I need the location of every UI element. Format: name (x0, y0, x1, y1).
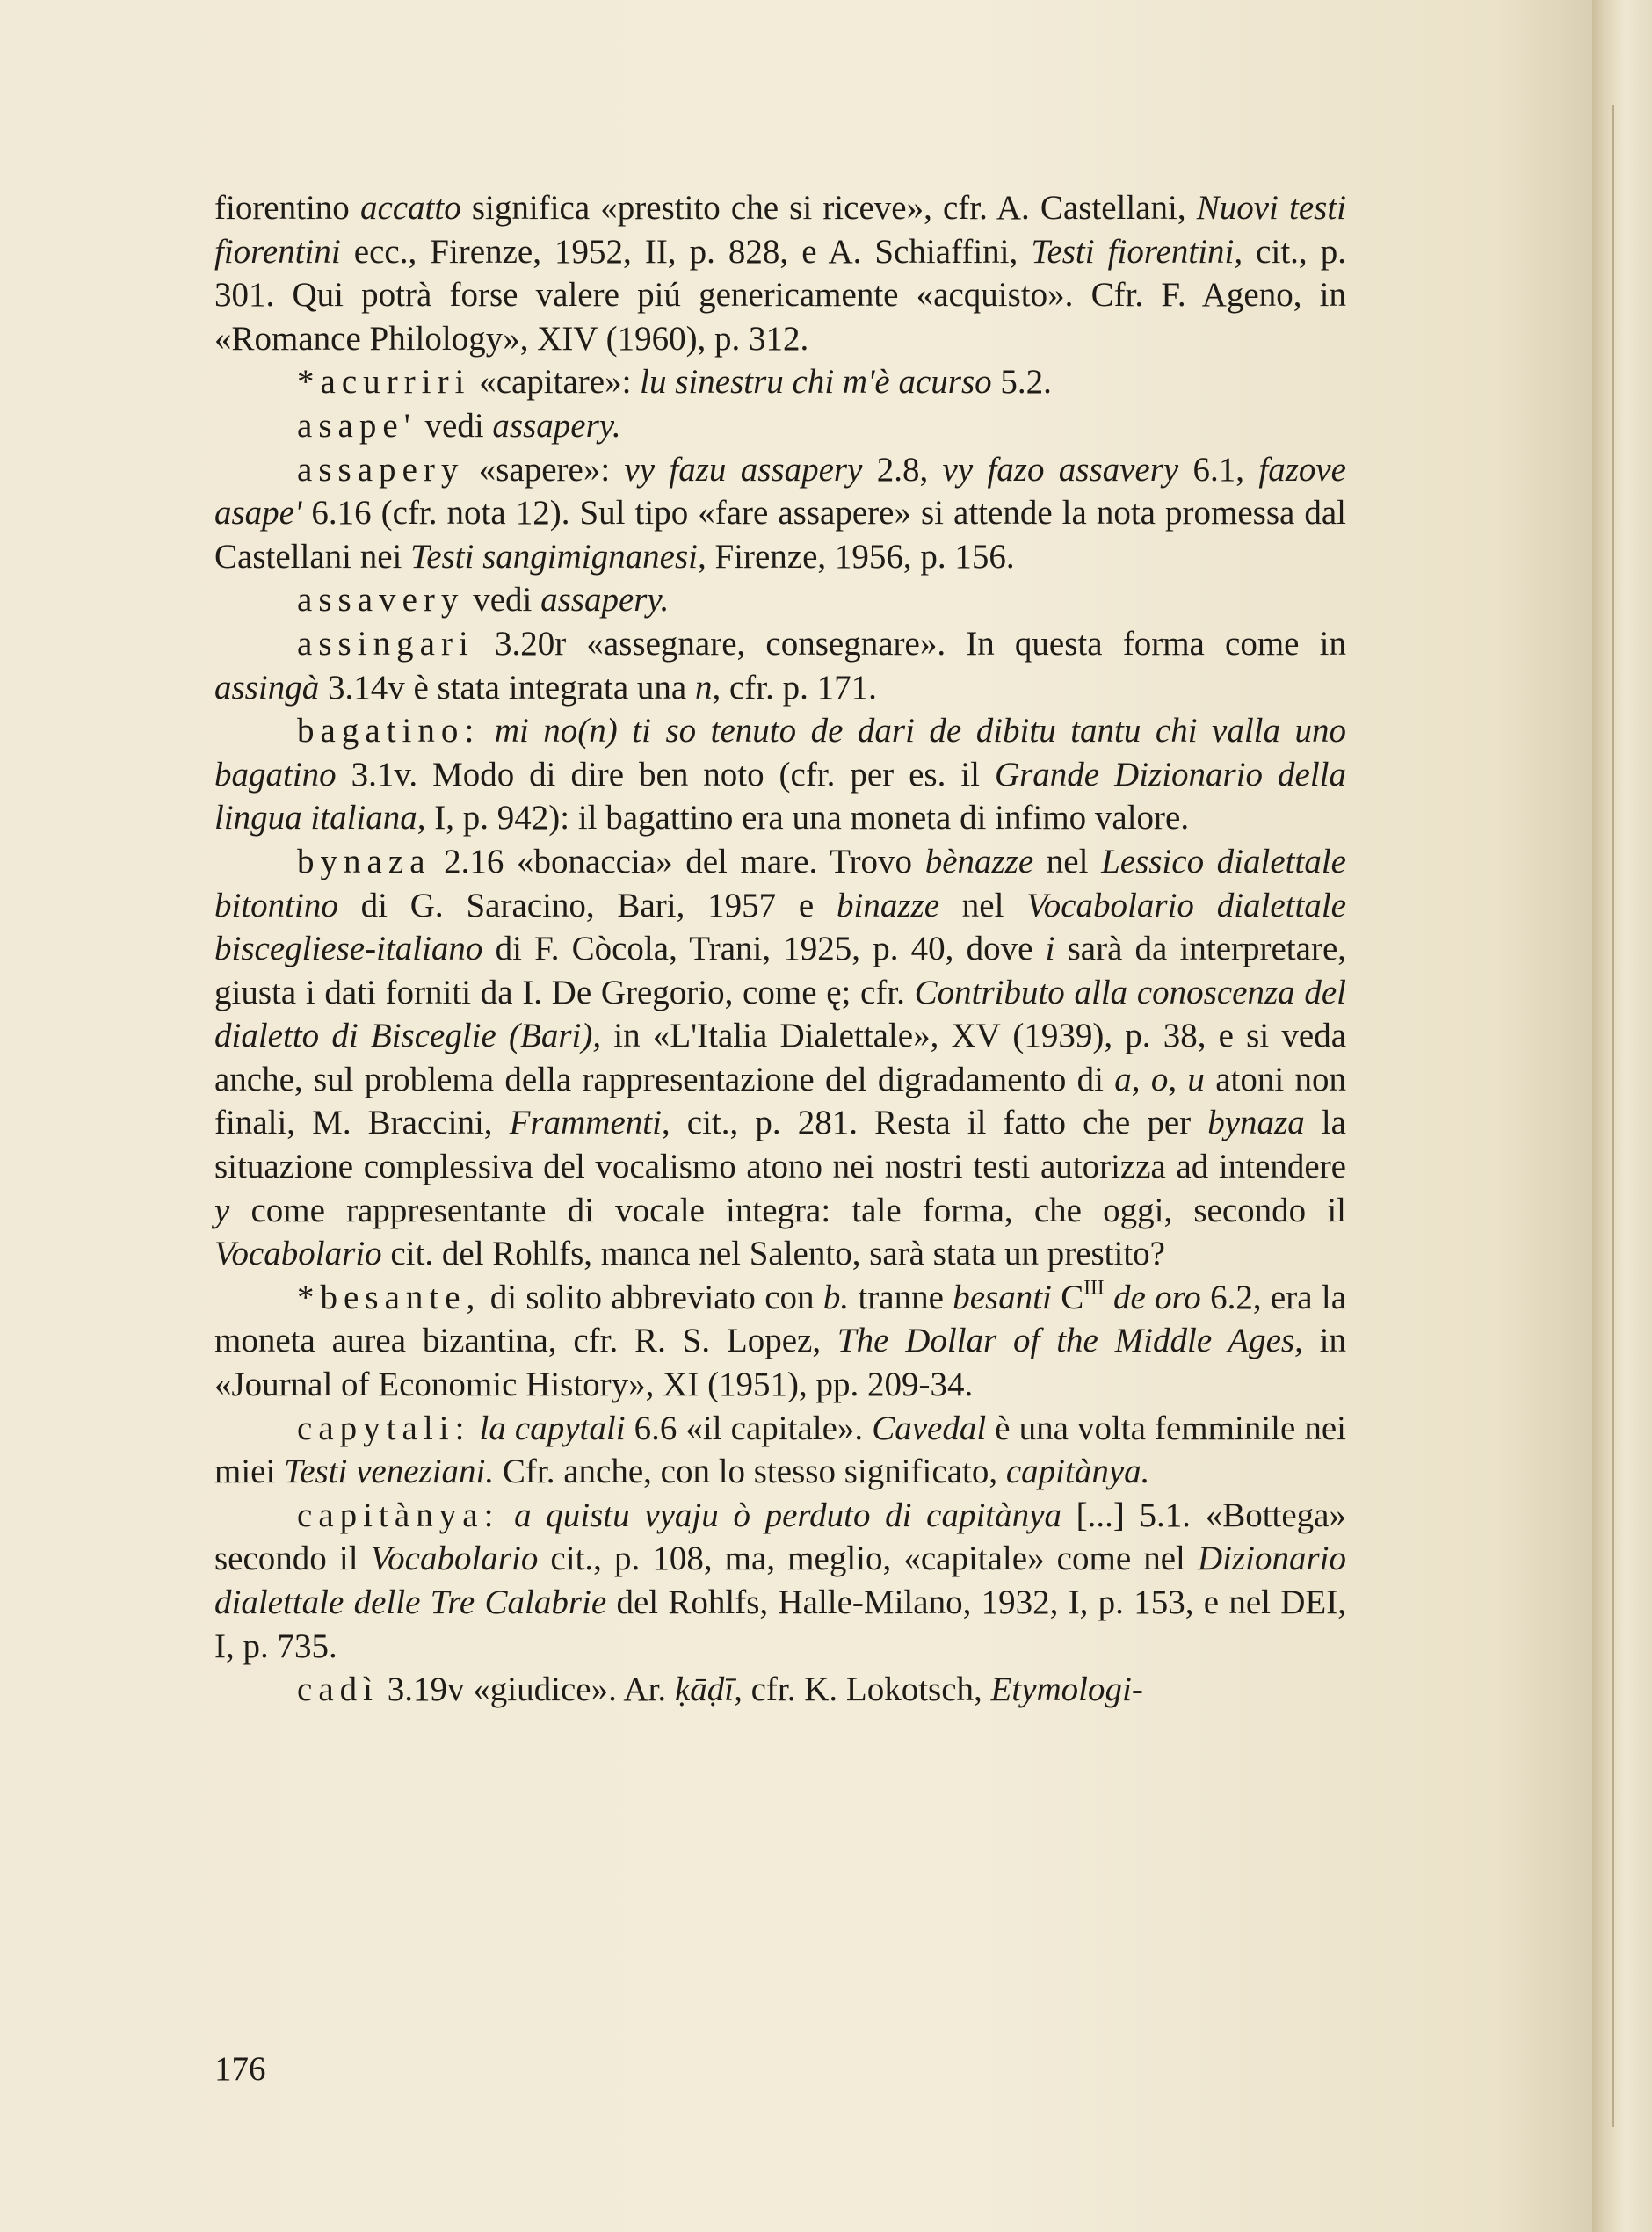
entry-bagatino: bagatino: mi no(n) ti so tenuto de dari de dibitu tantu chi valla uno bagatino 3.1v. Modo di dire ben noto (cfr. per es. il Grande Dizionario della lingua italiana, I, p. 942): il bagattino era una moneta di infimo valore. (214, 712, 1346, 837)
entry-besante: *besante, di solito abbreviato con b. tranne besanti $C^{III}$ de oro 6.2, era la moneta aurea bizantina, cfr. R. S. Lopez, The Dollar of the Middle Ages, in «Journal of Economic History», XI (1951), pp. 209-34. (214, 1276, 1347, 1404)
entry-cadi: cadì 3.19v «giudice». Ar. ḳāḍī, cfr. K. Lokotsch, Etymologi- (297, 1670, 1143, 1709)
page-edge-stack (1592, 0, 1652, 2232)
entry-capitanya: capitànya: a quistu vyaju ò perduto di capitànya [...] 5.1. «Bottega» secondo il Vocabolario cit., p. 108, ma, meglio, «capitale» come nel Dizionario dialettale delle Tre Calabrie del Rohlfs, Halle-Milano, 1932, I, p. 153, e nel DEI, I, p. 735. (214, 1496, 1346, 1665)
page-edge-line (1612, 105, 1614, 2127)
entry-assapery: assapery «sapere»: vy fazu assapery 2.8, vy fazo assavery 6.1, fazove asape' 6.16 (cfr. nota 12). Sul tipo «fare assapere» si attende la nota promessa dal Castellani nei Testi sangimignanesi, Firenze, 1956, p. 156. (214, 450, 1346, 576)
entry-assavery: assavery vedi assapery. (297, 581, 670, 620)
entry-asape: asape' vedi assapery. (297, 406, 621, 445)
paragraph-continuation: fiorentino accatto significa «prestito che si riceve», cfr. A. Castellani, Nuovi testi fiorentini ecc., Firenze, 1952, II, p. 828, e A. Schiaffini, Testi fiorentini, cit., p. 301. Qui potrà forse valere piú genericamente «acquisto». Cfr. F. Ageno, in «Romance Philology», XIV (1960), p. 312. (214, 189, 1347, 358)
entry-bynaza: bynaza 2.16 «bonaccia» del mare. Trovo bènazze nel Lessico dialettale bitontino di G. Saracino, Bari, 1957 e binazze nel Vocabolario dialettale biscegliese-italiano di F. Còcola, Trani, 1925, p. 40, dove i sarà da interpretare, giusta i dati forniti da I. De Gregorio, come ę; cfr. Contributo alla conoscenza del dialetto di Bisceglie (Bari), in «L'Italia Dialettale», XV (1939), p. 38, e si veda anche, sul problema della rappresentazione del digradamento di a, o, u atoni non finali, M. Braccini, Frammenti, cit., p. 281. Resta il fatto che per bynaza la situazione complessiva del vocalismo atono nei nostri testi autorizza ad intendere y come rappresentante di vocale integra: tale forma, che oggi, secondo il Vocabolario cit. del Rohlfs, manca nel Salento, sarà stata un prestito? (214, 842, 1346, 1273)
entry-capytali: capytali: la capytali 6.6 «il capitale». Cavedal è una volta femminile nei miei Testi veneziani. Cfr. anche, con lo stesso significato, capitànya. (214, 1409, 1347, 1491)
glossary-text (214, 186, 1346, 1712)
entry-acurriri: *acurriri «capitare»: lu sinestru chi m'è acurso 5.2. (297, 363, 1052, 402)
entry-assingari: assingari 3.20r «assegnare, consegnare». In questa forma come in assingà 3.14v è stata integrata una n, cfr. p. 171. (214, 624, 1346, 707)
page-number: 176 (214, 2050, 266, 2088)
